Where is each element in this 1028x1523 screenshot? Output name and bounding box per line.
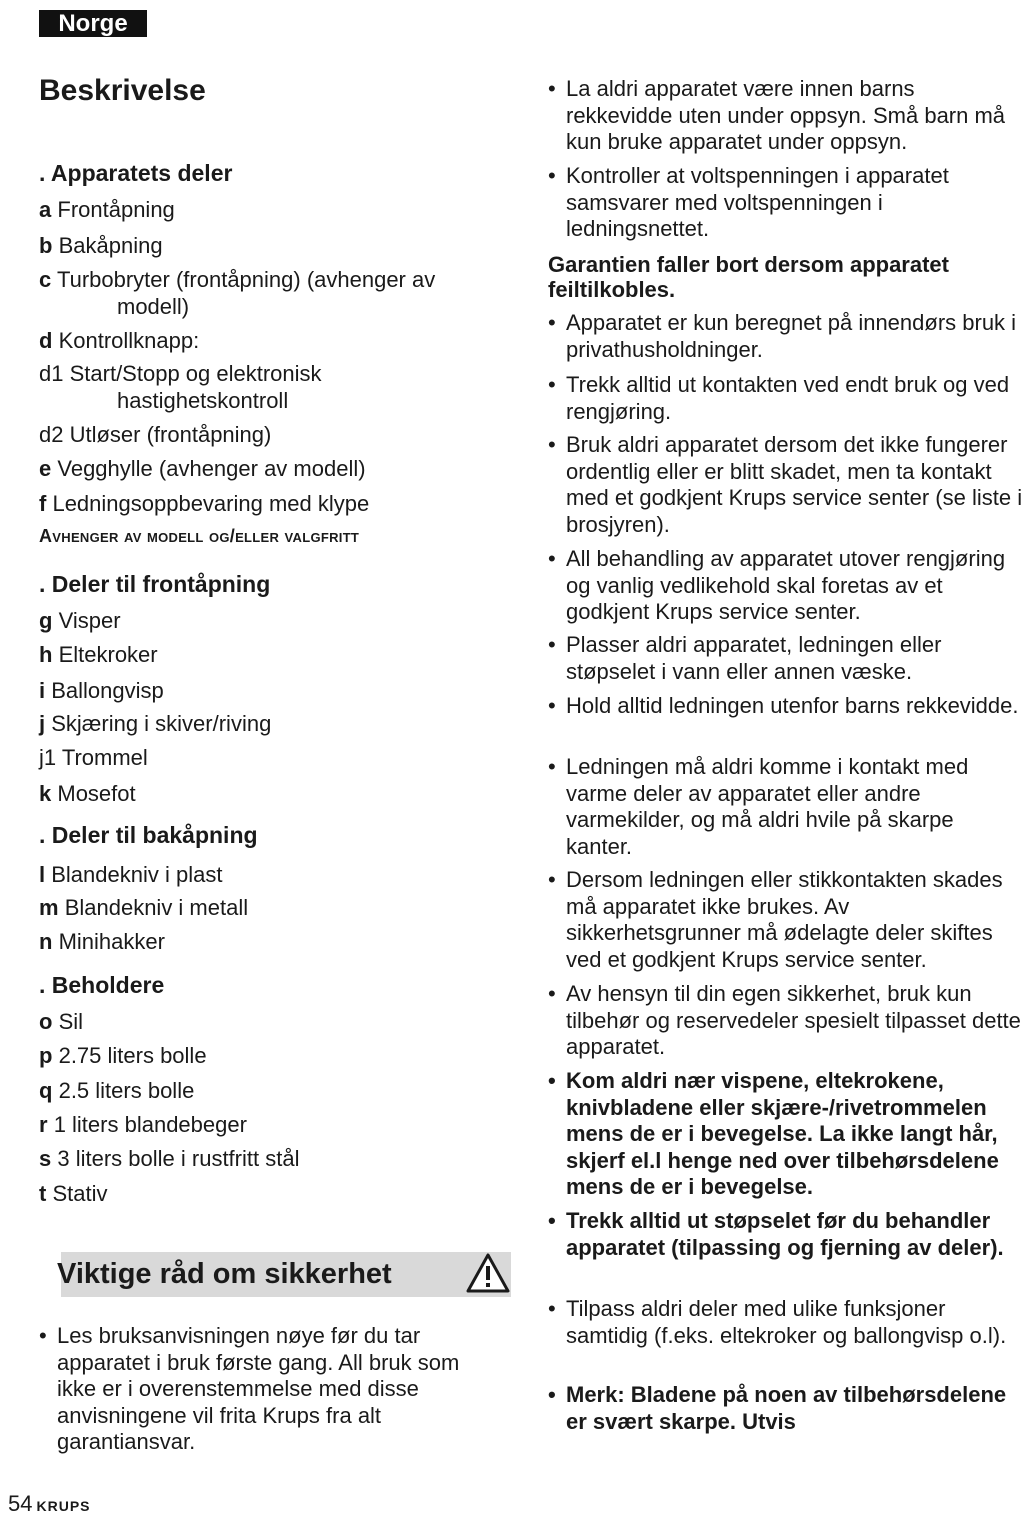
safety-bullet: • Dersom ledningen eller stikkontakten skades må apparatet ikke brukes. Av sikkerhetsgrunner må ødelagte deler skiftes ved et godkjent Krups service senter. xyxy=(548,867,1003,972)
part-item xyxy=(39,360,499,414)
part-key: p xyxy=(39,1043,53,1068)
part-key: j xyxy=(39,711,46,736)
part-key: j1 xyxy=(39,745,57,770)
part-item xyxy=(39,455,499,482)
part-label: Turbobryter (frontåpning) (avhenger av xyxy=(56,267,436,292)
part-item xyxy=(39,1042,499,1069)
part-item xyxy=(39,1077,499,1104)
part-key: o xyxy=(39,1009,53,1034)
safety-bullet: • Hold alltid ledningen utenfor barns rekkevidde. xyxy=(548,693,1019,718)
part-key: i xyxy=(39,678,46,703)
part-item xyxy=(39,266,499,320)
part-label: Mosefot xyxy=(57,781,136,806)
section-heading-front: . Deler til frontåpning xyxy=(39,571,271,597)
part-key: s xyxy=(39,1146,52,1171)
section-heading-containers: . Beholdere xyxy=(39,972,165,998)
part-label-continuation: modell) xyxy=(117,294,190,319)
part-key: q xyxy=(39,1078,53,1103)
part-label: 1 liters blandebeger xyxy=(53,1112,247,1137)
part-key: c xyxy=(39,267,52,292)
part-label: Blandekniv i metall xyxy=(64,895,249,920)
part-key: r xyxy=(39,1112,48,1137)
safety-bullet-last-bold: • Merk: Bladene på noen av tilbehørsdelene er svært skarpe. Utvis xyxy=(548,1382,1007,1434)
part-item xyxy=(39,232,499,259)
part-item xyxy=(39,196,499,223)
safety-bullet-bold: • Trekk alltid ut støpselet før du behandler apparatet (tilpassing og fjerning av deler). xyxy=(548,1208,1004,1260)
part-item xyxy=(39,744,499,771)
part-item xyxy=(39,1145,499,1172)
part-key: g xyxy=(39,608,53,633)
part-label: 2.75 liters bolle xyxy=(58,1043,207,1068)
safety-bullet: • La aldri apparatet være innen barns rekkevidde uten under oppsyn. Små barn må kun bruke apparatet under oppsyn. xyxy=(548,76,1006,154)
part-item xyxy=(39,1111,499,1138)
part-item xyxy=(39,710,499,737)
part-key: k xyxy=(39,781,52,806)
part-item xyxy=(39,928,499,955)
part-item xyxy=(39,490,499,517)
part-label: Stativ xyxy=(52,1181,108,1206)
page-title: Beskrivelse xyxy=(39,74,206,107)
part-item xyxy=(39,1180,499,1207)
part-label-continuation: hastighetskontroll xyxy=(117,388,289,413)
part-label: Ballongvisp xyxy=(51,678,164,703)
part-label: Sil xyxy=(58,1009,84,1034)
part-key: a xyxy=(39,197,52,222)
part-item xyxy=(39,641,499,668)
safety-bullet: • All behandling av apparatet utover rengjøring og vanlig vedlikehold skal foretas av et godkjent Krups service senter. xyxy=(548,546,1006,624)
safety-bullet: • Bruk aldri apparatet dersom det ikke fungerer ordentlig eller er blitt skadet, men ta kontakt med et godkjent Krups service senter (se liste i brosjyren). xyxy=(548,432,1023,537)
part-key: f xyxy=(39,491,47,516)
part-key: l xyxy=(39,862,46,887)
safety-bullet: • Ledningen må aldri komme i kontakt med varme deler av apparatet eller andre varmekilder, og må aldri hvile på skarpe kanter. xyxy=(548,754,969,859)
part-item xyxy=(39,607,499,634)
safety-bullet: • Trekk alltid ut kontakten ved endt bruk og ved rengjøring. xyxy=(548,372,1010,424)
page-footer xyxy=(8,1490,91,1520)
safety-bullet: • Plasser aldri apparatet, ledningen eller støpselet i vann eller annen væske. xyxy=(548,632,942,684)
section-heading-back: . Deler til bakåpning xyxy=(39,822,258,848)
page-number: 54 xyxy=(8,1491,33,1516)
safety-bullet: • Kontroller at voltspenningen i apparatet samsvarer med voltspenningen i ledningsnettet. xyxy=(548,163,949,241)
brand-logo: KRUPS xyxy=(36,1498,91,1514)
part-label: Minihakker xyxy=(58,929,165,954)
part-label: Frontåpning xyxy=(57,197,175,222)
part-label: 2.5 liters bolle xyxy=(58,1078,195,1103)
model-note: Avhenger av modell og/eller valgfritt xyxy=(39,526,360,546)
part-label: Blandekniv i plast xyxy=(51,862,223,887)
part-label: Kontrollknapp: xyxy=(58,328,200,353)
part-key: m xyxy=(39,895,59,920)
part-key: e xyxy=(39,456,52,481)
part-key: b xyxy=(39,233,53,258)
part-label: Bakåpning xyxy=(58,233,163,258)
section-heading-parts: . Apparatets deler xyxy=(39,160,233,186)
part-key: n xyxy=(39,929,53,954)
language-tag: Norge xyxy=(39,10,147,37)
part-item xyxy=(39,780,499,807)
part-item xyxy=(39,1008,499,1035)
safety-bullet-last-plain: • Tilpass aldri deler med ulike funksjoner samtidig (f.eks. eltekroker og ballongvisp o.l). xyxy=(548,1296,1007,1348)
part-key: t xyxy=(39,1181,47,1206)
part-key: h xyxy=(39,642,53,667)
safety-bullet-left: • Les bruksanvisningen nøye før du tar apparatet i bruk første gang. All bruk som ikke er i overenstemmelse med disse anvisningene vil frita Krups fra alt garantiansvar. xyxy=(39,1323,460,1454)
guarantee-warning: Garantien faller bort dersom apparatet feiltilkobles. xyxy=(548,252,949,302)
safety-bullet: • Av hensyn til din egen sikkerhet, bruk kun tilbehør og reservedeler spesielt tilpasset dette apparatet. xyxy=(548,981,1021,1059)
part-label: Visper xyxy=(58,608,121,633)
part-label: Trommel xyxy=(61,745,148,770)
safety-bullet: • Apparatet er kun beregnet på innendørs bruk i privathusholdninger. xyxy=(548,310,1017,362)
part-label: Ledningsoppbevaring med klype xyxy=(52,491,370,516)
part-label: Eltekroker xyxy=(58,642,158,667)
part-key: d xyxy=(39,328,53,353)
safety-title: Viktige råd om sikkerhet xyxy=(57,1258,392,1290)
safety-bullet-bold: • Kom aldri nær vispene, eltekrokene, knivbladene eller skjære-/rivetrommelen mens de er i bevegelse. La ikke langt hår, skjerf el.l henge ned over tilbehørsdelene mens de er i bevegelse. xyxy=(548,1068,999,1199)
part-item xyxy=(39,327,499,354)
part-item xyxy=(39,894,499,921)
part-label: Vegghylle (avhenger av modell) xyxy=(57,456,366,481)
part-key: d1 xyxy=(39,361,64,386)
part-item xyxy=(39,421,499,448)
part-label: Utløser (frontåpning) xyxy=(69,422,272,447)
part-label: 3 liters bolle i rustfritt stål xyxy=(57,1146,300,1171)
part-item xyxy=(39,861,499,888)
part-label: Start/Stopp og elektronisk xyxy=(69,361,322,386)
part-key: d2 xyxy=(39,422,64,447)
part-item xyxy=(39,677,499,704)
warning-triangle-icon xyxy=(465,1252,511,1294)
part-label: Skjæring i skiver/riving xyxy=(51,711,272,736)
